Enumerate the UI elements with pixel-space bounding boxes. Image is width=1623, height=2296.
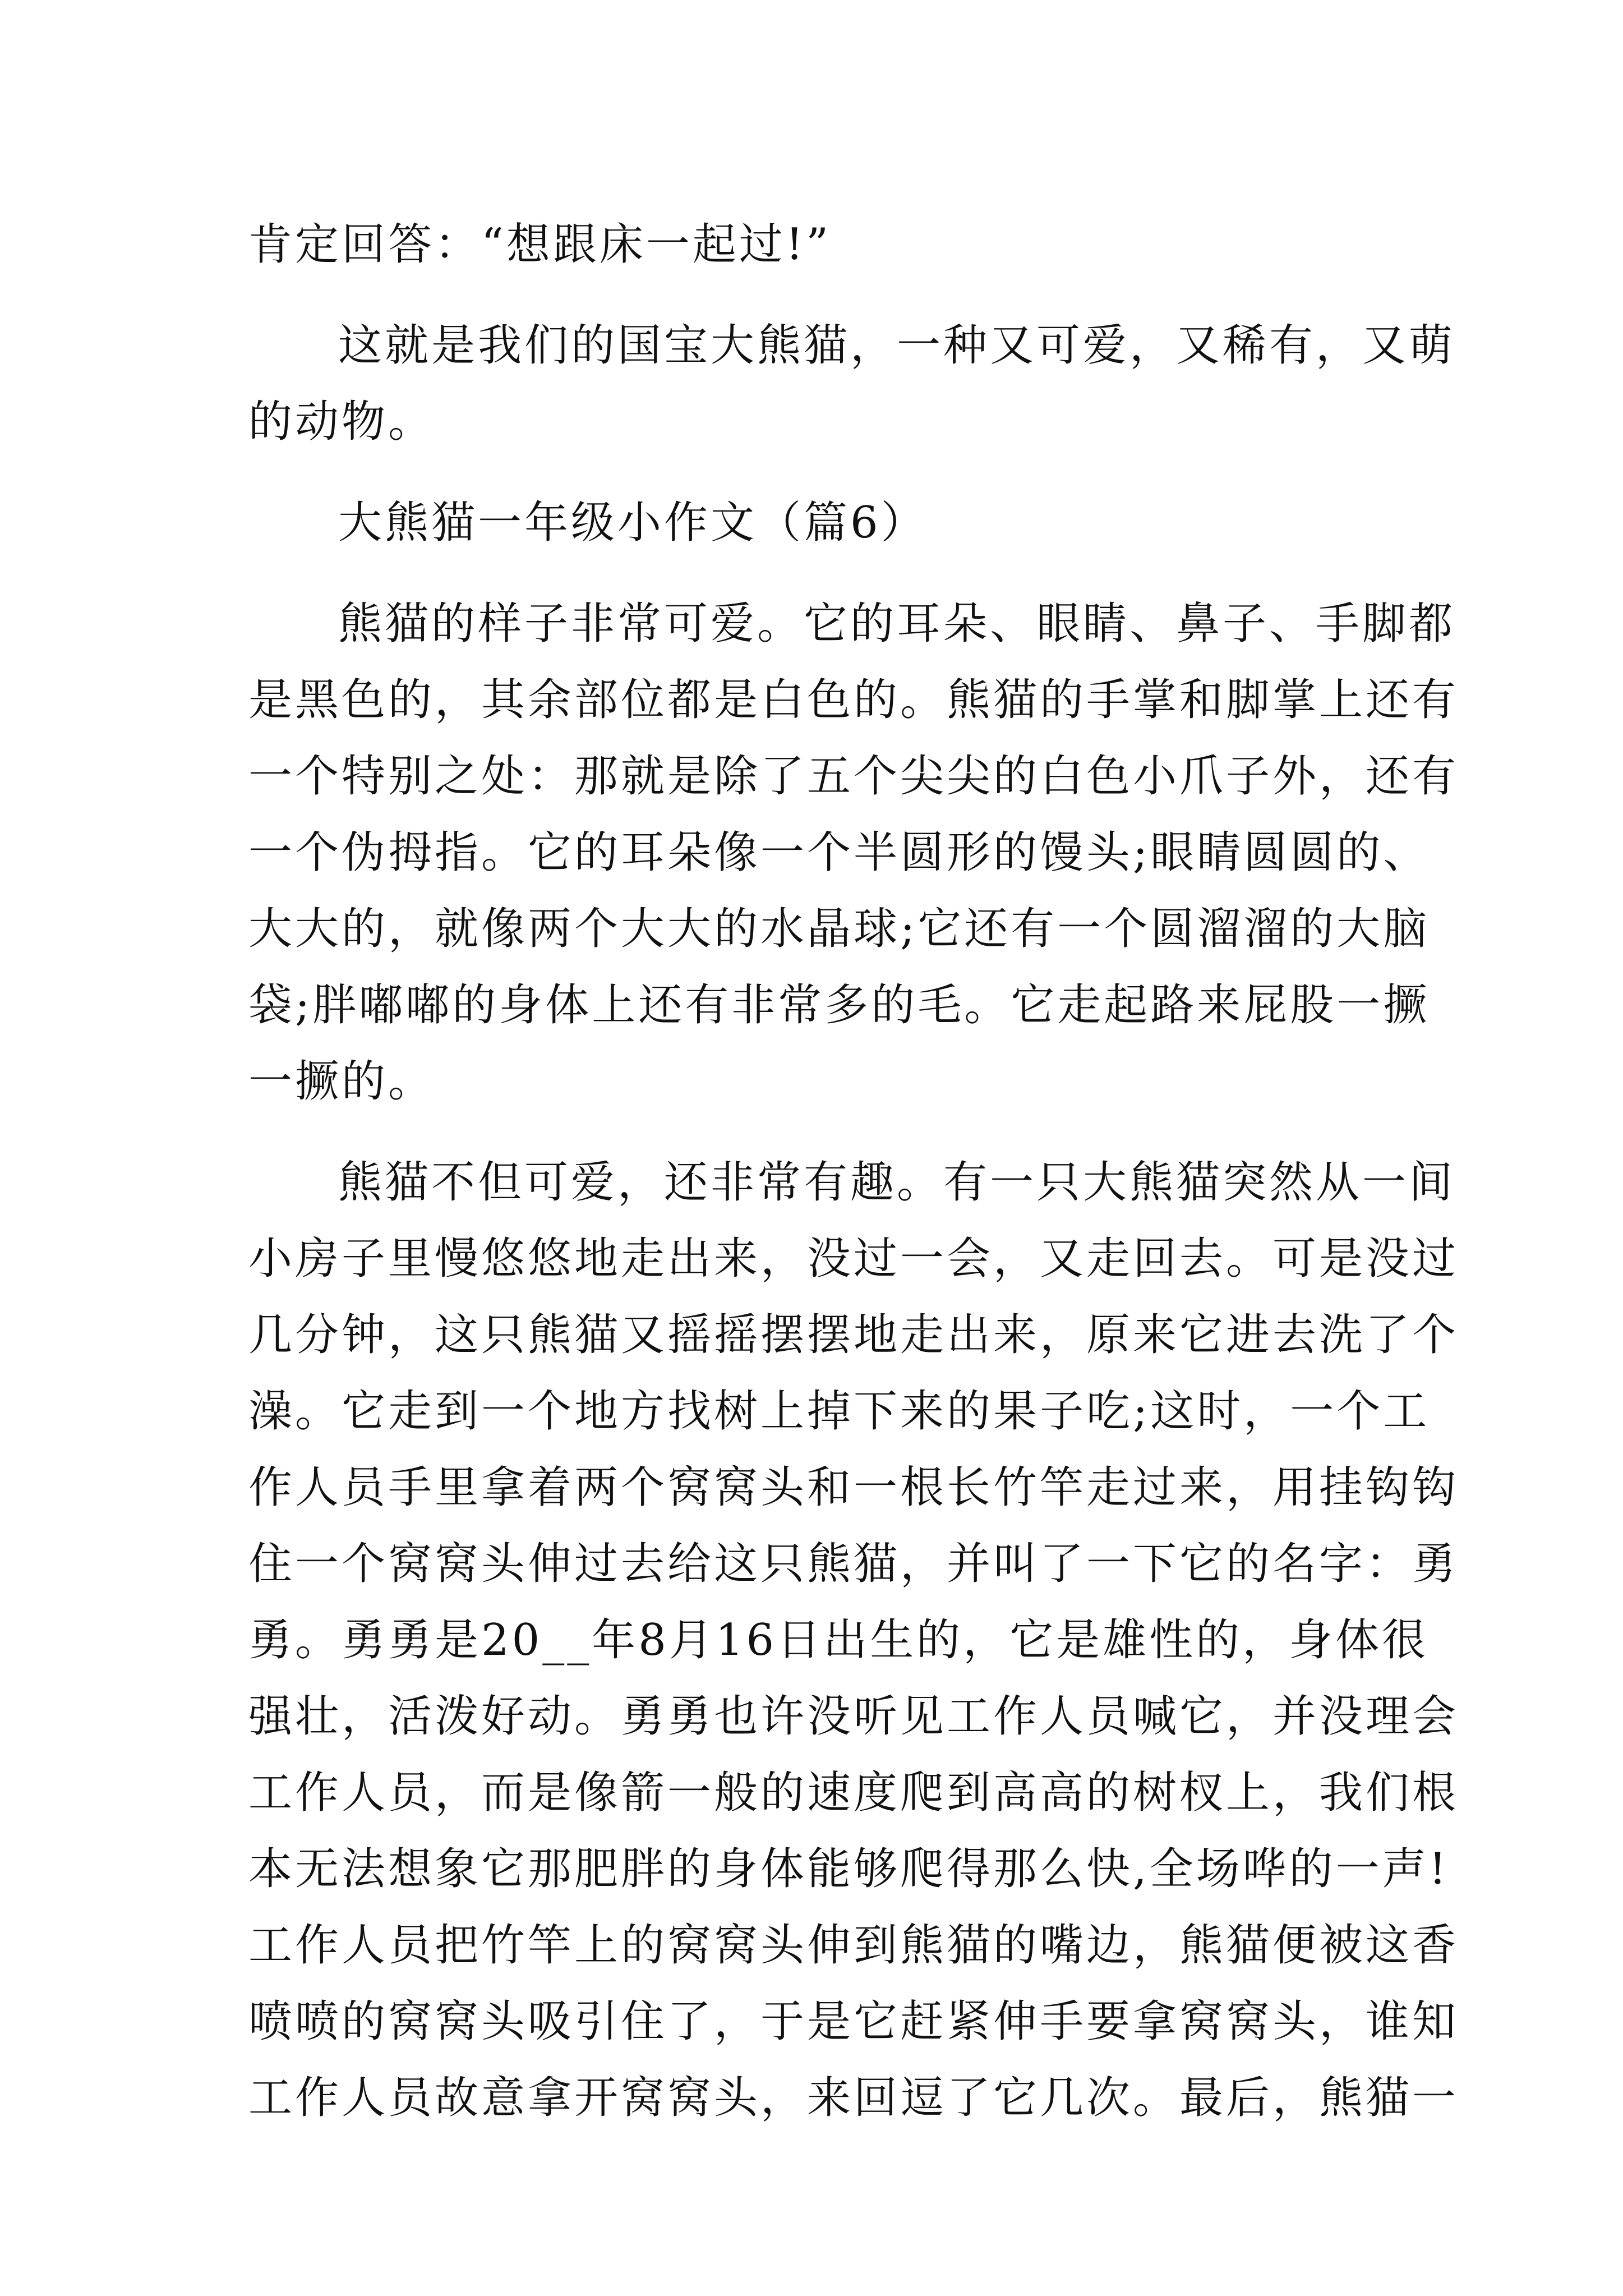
- text-line: 这就是我们的国宝大熊猫，一种又可爱，又稀有，又萌: [338, 320, 1456, 371]
- paragraph: [248, 586, 1459, 1120]
- text-line: 作人员手里拿着两个窝窝头和一根长竹竿走过来，用挂钩钩: [248, 1462, 1459, 1513]
- text-line: 是黑色的，其余部位都是白色的。熊猫的手掌和脚掌上还有: [248, 675, 1459, 725]
- text-line: 大大的，就像两个大大的水晶球;它还有一个圆溜溜的大脑: [248, 904, 1430, 954]
- text-line: 的动物。: [248, 397, 435, 447]
- section-heading: [248, 485, 1376, 561]
- heading-text: 大熊猫一年级小作文（篇6）: [338, 498, 928, 548]
- text-line: 勇。勇勇是20__年8月16日出生的，它是雄性的，身体很: [248, 1615, 1429, 1665]
- text-line: 工作人员，而是像箭一般的速度爬到高高的树杈上，我们根: [248, 1768, 1459, 1818]
- text-line: 工作人员故意拿开窝窝头，来回逗了它几次。最后，熊猫一: [248, 2073, 1459, 2123]
- text-line: 强壮，活泼好动。勇勇也许没听见工作人员喊它，并没理会: [248, 1691, 1459, 1742]
- text-line: 几分钟，这只熊猫又摇摇摆摆地走出来，原来它进去洗了个: [248, 1310, 1459, 1360]
- text-line: 住一个窝窝头伸过去给这只熊猫，并叫了一下它的名字：勇: [248, 1539, 1459, 1589]
- text-line: 本无法想象它那肥胖的身体能够爬得那么快,全场哗的一声!: [248, 1844, 1450, 1894]
- document-body: [248, 206, 1459, 2136]
- text-line: 一个特别之处：那就是除了五个尖尖的白色小爪子外，还有: [248, 751, 1459, 802]
- paragraph: [248, 1144, 1459, 2136]
- text-line: 一撅的。: [248, 1056, 435, 1107]
- text-line: 工作人员把竹竿上的窝窝头伸到熊猫的嘴边，熊猫便被这香: [248, 1920, 1459, 1971]
- text-line: 喷喷的窝窝头吸引住了，于是它赶紧伸手要拿窝窝头，谁知: [248, 1996, 1459, 2047]
- text-line: 熊猫的样子非常可爱。它的耳朵、眼睛、鼻子、手脚都: [338, 599, 1456, 649]
- text-line: 澡。它走到一个地方找树上掉下来的果子吃;这时，一个工: [248, 1386, 1430, 1437]
- paragraph: [248, 307, 1456, 460]
- paragraph: [248, 206, 1376, 283]
- text-line: 袋;胖嘟嘟的身体上还有非常多的毛。它走起路来屁股一撅: [248, 980, 1430, 1030]
- text-line: 一个伪拇指。它的耳朵像一个半圆形的馒头;眼睛圆圆的、: [248, 827, 1430, 878]
- text-line: 熊猫不但可爱，还非常有趣。有一只大熊猫突然从一间: [338, 1157, 1456, 1208]
- text-line: 小房子里慢悠悠地走出来，没过一会，又走回去。可是没过: [248, 1234, 1459, 1284]
- text-line: 肯定回答：“想跟床一起过!”: [248, 219, 832, 270]
